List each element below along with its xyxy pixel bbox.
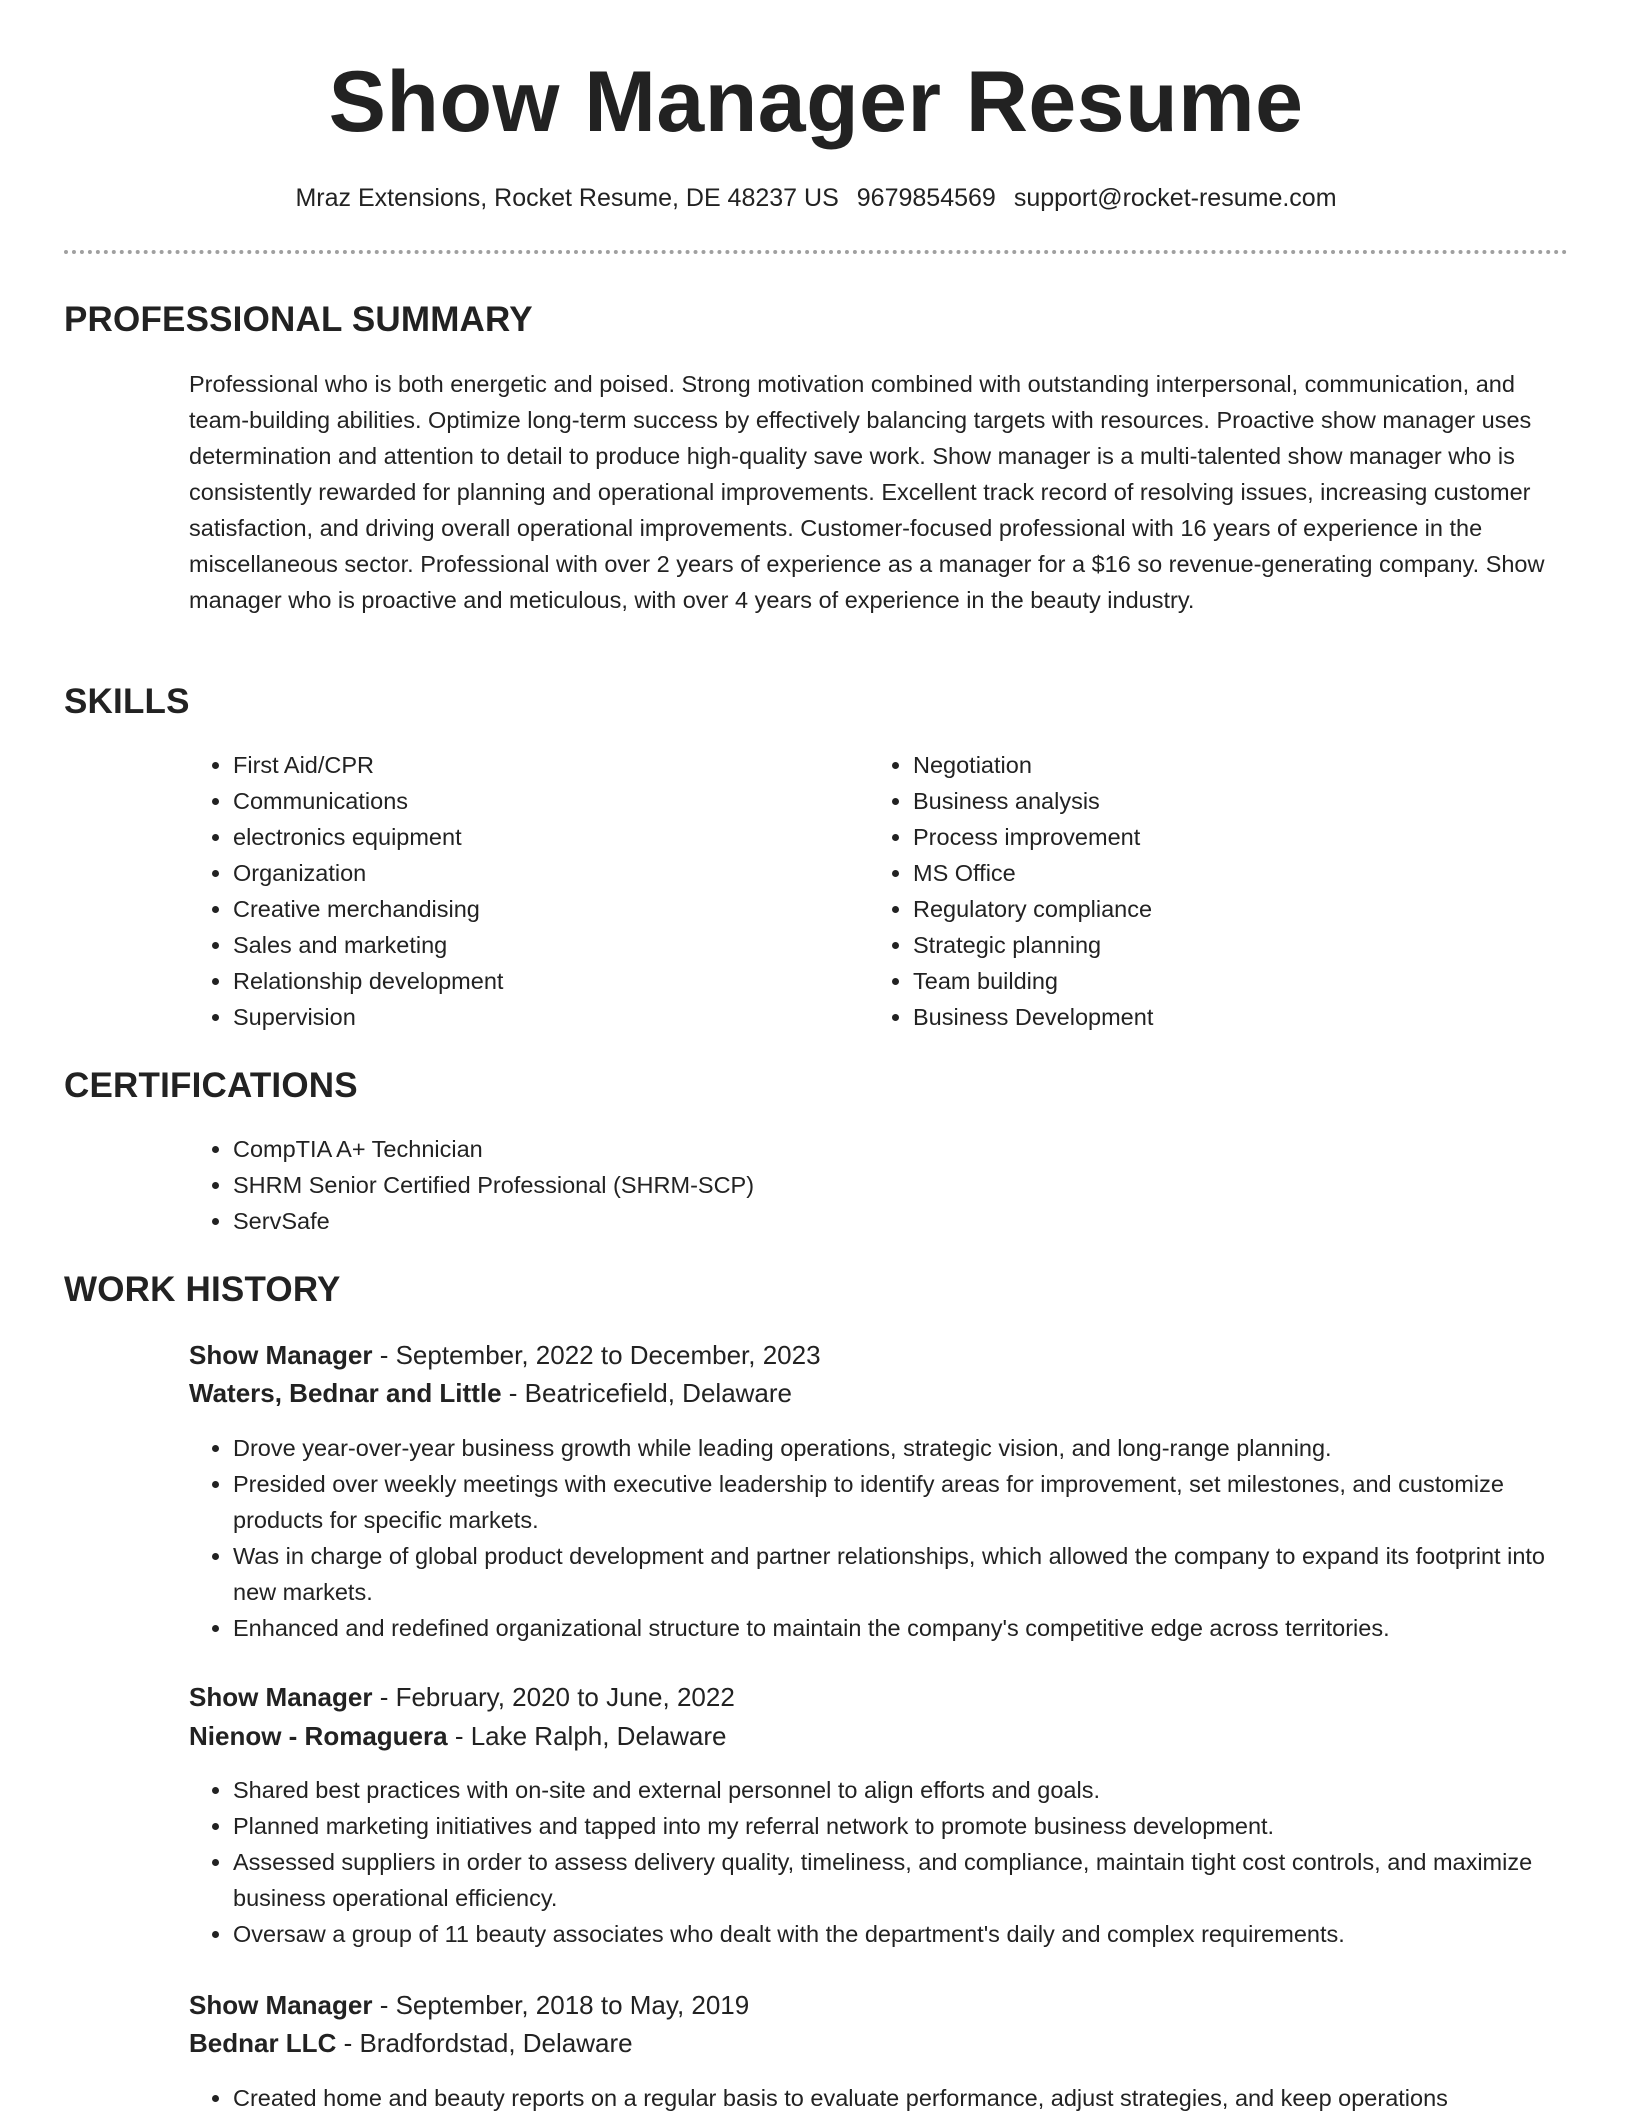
job-location: - Beatricefield, Delaware	[501, 1378, 793, 1408]
list-item: • Shared best practices with on-site and external personnel to align efforts and goals.	[233, 1772, 1573, 1808]
list-item: • Supervision	[233, 999, 853, 1035]
list-item: • MS Office	[913, 855, 1533, 891]
contact-address: Mraz Extensions, Rocket Resume, DE 48237 US	[295, 184, 839, 212]
job-company-line	[189, 1717, 727, 1755]
list-item: • Planned marketing initiatives and tapped into my referral network to promote business development.	[233, 1808, 1573, 1844]
skills-list-right	[869, 747, 1533, 1035]
certifications-list	[189, 1131, 1533, 1239]
list-item: • Presided over weekly meetings with executive leadership to identify areas for improvement, set milestones, and customize products for specific markets.	[233, 1466, 1573, 1538]
contact-phone: 9679854569	[856, 184, 996, 212]
skills-list-left	[189, 747, 853, 1035]
list-item: • Team building	[913, 963, 1533, 999]
job-dates: - September, 2018 to May, 2019	[372, 1990, 750, 2020]
job-duties-list	[189, 1772, 1573, 1952]
list-item: • Relationship development	[233, 963, 853, 999]
job-dates: - September, 2022 to December, 2023	[372, 1340, 821, 1370]
list-item: • Assessed suppliers in order to assess delivery quality, timeliness, and compliance, maintain tight cost controls, and maximize business operational efficiency.	[233, 1844, 1573, 1916]
list-item: • Creative merchandising	[233, 891, 853, 927]
list-item: • Communications	[233, 783, 853, 819]
summary-heading: PROFESSIONAL SUMMARY	[64, 300, 533, 339]
contact-email: support@rocket-resume.com	[1013, 184, 1337, 212]
list-item: • Business Development	[913, 999, 1533, 1035]
list-item: • Sales and marketing	[233, 927, 853, 963]
job-duties-list	[189, 1430, 1573, 1646]
header-divider	[64, 250, 1568, 254]
list-item: • Regulatory compliance	[913, 891, 1533, 927]
skills-heading: SKILLS	[64, 682, 190, 721]
work-history-heading: WORK HISTORY	[64, 1270, 341, 1309]
list-item: • Negotiation	[913, 747, 1533, 783]
list-item: • electronics equipment	[233, 819, 853, 855]
list-item: • Business analysis	[913, 783, 1533, 819]
job-location: - Lake Ralph, Delaware	[447, 1721, 727, 1751]
list-item: • Created home and beauty reports on a regular basis to evaluate performance, adjust strategies, and keep operations	[233, 2080, 1632, 2116]
job-location: - Bradfordstad, Delaware	[336, 2028, 633, 2058]
list-item: • Drove year-over-year business growth while leading operations, strategic vision, and long-range planning.	[233, 1430, 1573, 1466]
list-item: • Oversaw a group of 11 beauty associates who dealt with the department's daily and complex requirements.	[233, 1916, 1573, 1952]
job-company: Bednar LLC	[189, 2028, 337, 2058]
contact-line	[0, 178, 1632, 218]
list-item: • Organization	[233, 855, 853, 891]
job-title-line	[189, 1336, 821, 1374]
summary-text: Professional who is both energetic and poised. Strong motivation combined with outstanding interpersonal, communication, and team-building abilities. Optimize long-term success by effectively balancing targets with resources. Proactive show manager uses determination and attention to detail to produce high-quality save work. Show manager is a multi-talented show manager who is consistently rewarded for planning and operational improvements. Excellent track record of resolving issues, increasing customer satisfaction, and driving overall operational improvements. Customer-focused professional with 16 years of experience in the miscellaneous sector. Professional with over 2 years of experience as a manager for a $16 so revenue-generating company. Show manager who is proactive and meticulous, with over 4 years of experience in the beauty industry.	[189, 371, 1545, 613]
list-item: • CompTIA A+ Technician	[233, 1131, 1533, 1167]
certifications-heading: CERTIFICATIONS	[64, 1066, 358, 1105]
job-title: Show Manager	[189, 1682, 373, 1712]
list-item: • Enhanced and redefined organizational structure to maintain the company's competitive edge across territories.	[233, 1610, 1573, 1646]
job-title-line	[189, 1678, 735, 1716]
job-company-line	[189, 1374, 792, 1412]
list-item: • ServSafe	[233, 1203, 1533, 1239]
job-company: Nienow - Romaguera	[189, 1721, 448, 1751]
list-item: • Process improvement	[913, 819, 1533, 855]
job-company-line	[189, 2024, 633, 2062]
job-title-line	[189, 1986, 749, 2024]
list-item: • SHRM Senior Certified Professional (SHRM-SCP)	[233, 1167, 1533, 1203]
job-dates: - February, 2020 to June, 2022	[372, 1682, 735, 1712]
job-title: Show Manager	[189, 1990, 373, 2020]
list-item: • Strategic planning	[913, 927, 1533, 963]
resume-title: Show Manager Resume	[328, 54, 1304, 150]
job-title: Show Manager	[189, 1340, 373, 1370]
list-item: • First Aid/CPR	[233, 747, 853, 783]
list-item: • Was in charge of global product development and partner relationships, which allowed the company to expand its footprint into new markets.	[233, 1538, 1573, 1610]
job-company: Waters, Bednar and Little	[189, 1378, 502, 1408]
job-duties-list	[189, 2080, 1632, 2116]
